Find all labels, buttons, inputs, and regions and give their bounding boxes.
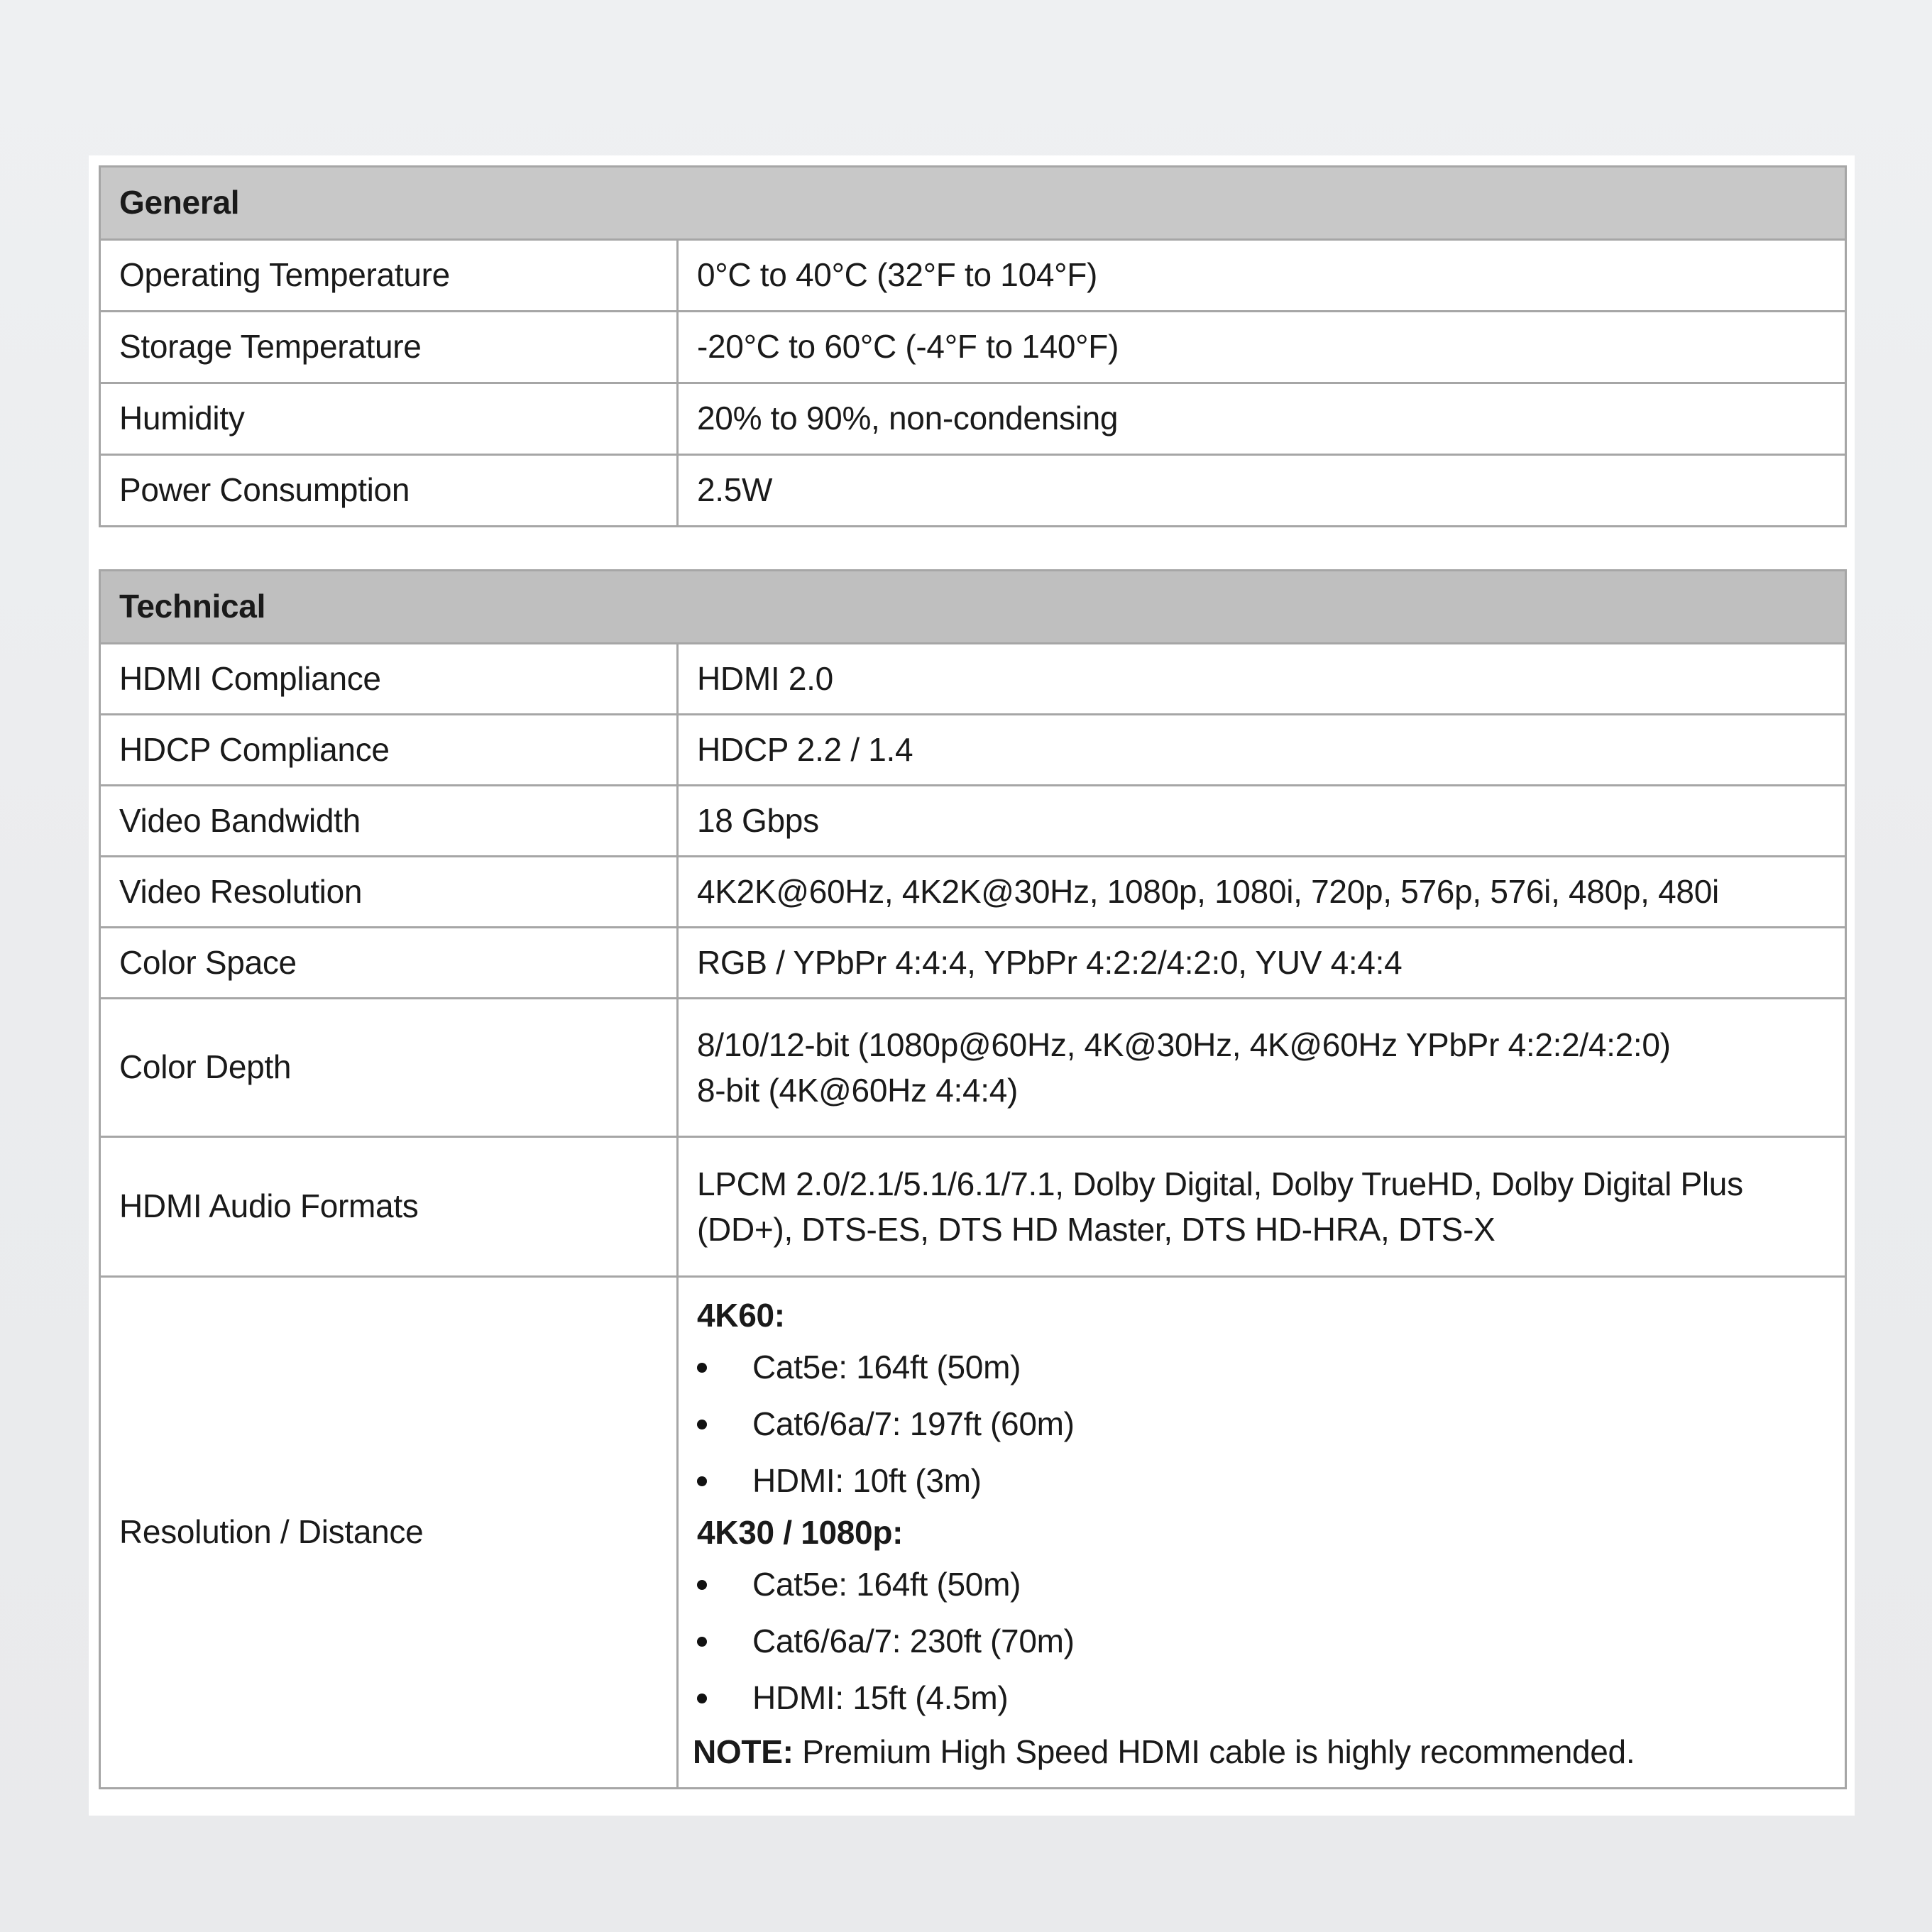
spec-label: Color Space xyxy=(100,928,678,999)
spec-sheet-card xyxy=(89,155,1855,1816)
section-title: Technical xyxy=(100,571,1846,644)
bullet-icon xyxy=(697,1420,707,1429)
table-row xyxy=(100,999,1846,1137)
spec-value: 4K2K@60Hz, 4K2K@30Hz, 1080p, 1080i, 720p, 576p, 576i, 480p, 480i xyxy=(678,857,1846,928)
list-item: Cat6/6a/7: 197ft (60m) xyxy=(697,1395,1845,1452)
note-text: Premium High Speed HDMI cable is highly recommended. xyxy=(793,1733,1635,1770)
spec-label: Video Bandwidth xyxy=(100,786,678,857)
list-item: Cat5e: 164ft (50m) xyxy=(697,1556,1845,1613)
spec-value-line: (DD+), DTS-ES, DTS HD Master, DTS HD-HRA, DTS-X xyxy=(697,1211,1495,1248)
spec-value: RGB / YPbPr 4:4:4, YPbPr 4:2:2/4:2:0, YUV 4:4:4 xyxy=(678,928,1846,999)
bullet-icon xyxy=(697,1580,707,1590)
table-row xyxy=(100,455,1846,527)
spec-label: HDMI Compliance xyxy=(100,644,678,715)
spec-value xyxy=(678,1137,1846,1277)
bullet-icon xyxy=(697,1476,707,1486)
spec-value: 20% to 90%, non-condensing xyxy=(678,383,1846,455)
spec-label: Storage Temperature xyxy=(100,312,678,383)
note xyxy=(693,1726,1845,1777)
spec-value: 2.5W xyxy=(678,455,1846,527)
table-row xyxy=(100,1137,1846,1277)
spec-label: Resolution / Distance xyxy=(100,1277,678,1789)
note-label: NOTE: xyxy=(693,1733,794,1770)
spec-value xyxy=(678,999,1846,1137)
bullet-icon xyxy=(697,1363,707,1373)
table-row xyxy=(100,857,1846,928)
list-item: HDMI: 10ft (3m) xyxy=(697,1452,1845,1509)
section-title: General xyxy=(100,167,1846,240)
section-header-general xyxy=(100,167,1846,240)
table-row xyxy=(100,928,1846,999)
spec-value: HDCP 2.2 / 1.4 xyxy=(678,715,1846,786)
spec-label: Operating Temperature xyxy=(100,240,678,312)
table-row xyxy=(100,715,1846,786)
bullet-icon xyxy=(697,1637,707,1647)
spec-label: Video Resolution xyxy=(100,857,678,928)
spec-value xyxy=(678,1277,1846,1789)
spec-value: 18 Gbps xyxy=(678,786,1846,857)
spec-value-line: 8-bit (4K@60Hz 4:4:4) xyxy=(697,1072,1019,1109)
spec-label: HDMI Audio Formats xyxy=(100,1137,678,1277)
spec-label: Humidity xyxy=(100,383,678,455)
table-row xyxy=(100,644,1846,715)
table-row xyxy=(100,240,1846,312)
spec-label: HDCP Compliance xyxy=(100,715,678,786)
list-item: HDMI: 15ft (4.5m) xyxy=(697,1669,1845,1726)
list-item: Cat5e: 164ft (50m) xyxy=(697,1339,1845,1395)
table-row xyxy=(100,1277,1846,1789)
spec-value: 0°C to 40°C (32°F to 104°F) xyxy=(678,240,1846,312)
spec-label: Power Consumption xyxy=(100,455,678,527)
distance-group-heading: 4K60: xyxy=(697,1297,785,1334)
spec-value: -20°C to 60°C (-4°F to 140°F) xyxy=(678,312,1846,383)
spec-value-line: 8/10/12-bit (1080p@60Hz, 4K@30Hz, 4K@60Hz YPbPr 4:2:2/4:2:0) xyxy=(697,1026,1671,1063)
list-item: Cat6/6a/7: 230ft (70m) xyxy=(697,1613,1845,1669)
distance-group-heading: 4K30 / 1080p: xyxy=(697,1514,904,1551)
table-row xyxy=(100,312,1846,383)
table-row xyxy=(100,786,1846,857)
spec-value-line: LPCM 2.0/2.1/5.1/6.1/7.1, Dolby Digital, Dolby TrueHD, Dolby Digital Plus xyxy=(697,1165,1743,1202)
distance-list xyxy=(693,1278,1845,1787)
table-row xyxy=(100,383,1846,455)
spec-label: Color Depth xyxy=(100,999,678,1137)
bullet-icon xyxy=(697,1694,707,1703)
technical-spec-table xyxy=(99,569,1847,1789)
section-header-technical xyxy=(100,571,1846,644)
spec-value: HDMI 2.0 xyxy=(678,644,1846,715)
general-spec-table xyxy=(99,165,1847,527)
